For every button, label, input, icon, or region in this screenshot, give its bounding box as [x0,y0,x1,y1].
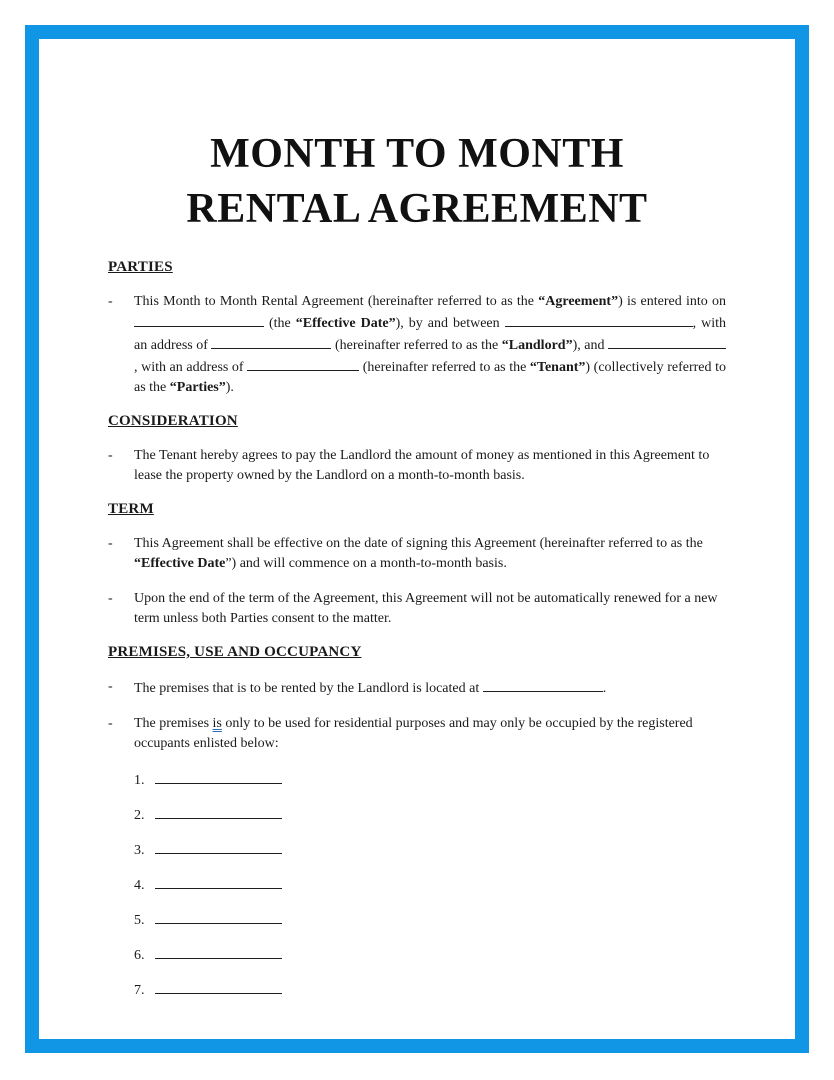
text-run: is [212,716,222,731]
fill-in-blank [134,312,264,327]
text-run: ), and [572,338,608,353]
text-run: only to be used for residential purposes and may only be occupied by the registered occupants enlisted below: [134,716,693,751]
fill-in-blank [505,312,693,327]
fill-in-blank [155,839,282,854]
text-run: . [602,681,607,696]
bullet-item [108,534,726,574]
dash-bullet-icon: - [108,716,113,731]
text-run: (hereinafter referred to as the [359,360,530,375]
fill-in-blank [155,874,282,889]
list-number: 6. [134,948,145,963]
text-run: ) (collectively referred to as the [134,360,726,395]
fill-in-blank [155,804,282,819]
fill-in-blank [483,677,603,692]
text-run: (hereinafter referred to as the [331,338,502,353]
text-run: ). [225,380,234,395]
fill-in-blank [155,944,282,959]
bold-text-run: “Landlord” [501,338,573,353]
paragraph [134,714,726,754]
document-title-line-2: RENTAL AGREEMENT [186,186,648,232]
section-heading: PARTIES [108,259,173,275]
text-run: Upon the end of the term of the Agreement, this Agreement will not be automatically renewed for a new term unless both Parties consent to the matter. [134,591,718,626]
list-number: 7. [134,983,145,998]
section-heading: TERM [108,501,154,517]
paragraph [134,589,726,629]
text-run: ”) and will commence on a month-to-month basis. [225,556,507,571]
document-page [108,39,726,1014]
text-run: This Agreement shall be effective on the date of signing this Agreement (hereinafter referred to as the [134,536,703,551]
list-number: 1. [134,773,145,788]
bold-text-run: “Effective Date [134,556,226,571]
bold-text-run: “Tenant” [529,360,586,375]
text-run: The premises that is to be rented by the Landlord is located at [134,681,483,696]
text-run: , with an address of [134,360,248,375]
numbered-blank-item [134,979,726,1001]
paragraph [134,446,726,486]
numbered-blank-item [134,839,726,861]
list-number: 5. [134,913,145,928]
dash-bullet-icon: - [108,536,113,551]
dash-bullet-icon: - [108,448,113,463]
fill-in-blank [155,909,282,924]
paragraph [134,292,726,398]
dash-bullet-icon: - [108,679,113,694]
bullet-item [108,714,726,754]
bullet-item [108,446,726,486]
numbered-blank-item [134,804,726,826]
fill-in-blank [155,979,282,994]
dash-bullet-icon: - [108,591,113,606]
paragraph [134,534,726,574]
text-run: The Tenant hereby agrees to pay the Landlord the amount of money as mentioned in this Agreement to lease the property owned by the Landlord on a month-to-month basis. [134,448,710,483]
text-run: (the [264,316,296,331]
list-number: 4. [134,878,145,893]
bold-text-run: “Agreement” [538,294,619,309]
document-title [108,127,726,237]
numbered-blank-item [134,944,726,966]
bullet-item [108,677,726,699]
bullet-item [108,292,726,398]
paragraph [134,677,726,699]
text-run: This Month to Month Rental Agreement (hereinafter referred to as the [134,294,539,309]
text-run: ) is entered into on [618,294,726,309]
bullet-item [108,589,726,629]
text-run: ), by and between [395,316,505,331]
list-number: 3. [134,843,145,858]
bold-text-run: “Effective Date” [295,316,396,331]
list-number: 2. [134,808,145,823]
document-title-line-1: MONTH TO MONTH [210,131,624,177]
document-body [108,259,726,1001]
dash-bullet-icon: - [108,294,113,309]
fill-in-blank [211,334,331,349]
section-heading: CONSIDERATION [108,413,238,429]
bold-text-run: “Parties” [169,380,226,395]
text-run: The premises [134,716,213,731]
fill-in-blank [155,769,282,784]
numbered-blank-item [134,909,726,931]
text-run: , with an address of [134,316,727,353]
section-heading: PREMISES, USE AND OCCUPANCY [108,644,362,660]
fill-in-blank [608,334,726,349]
numbered-blank-item [134,874,726,896]
fill-in-blank [247,356,359,371]
numbered-blank-item [134,769,726,791]
